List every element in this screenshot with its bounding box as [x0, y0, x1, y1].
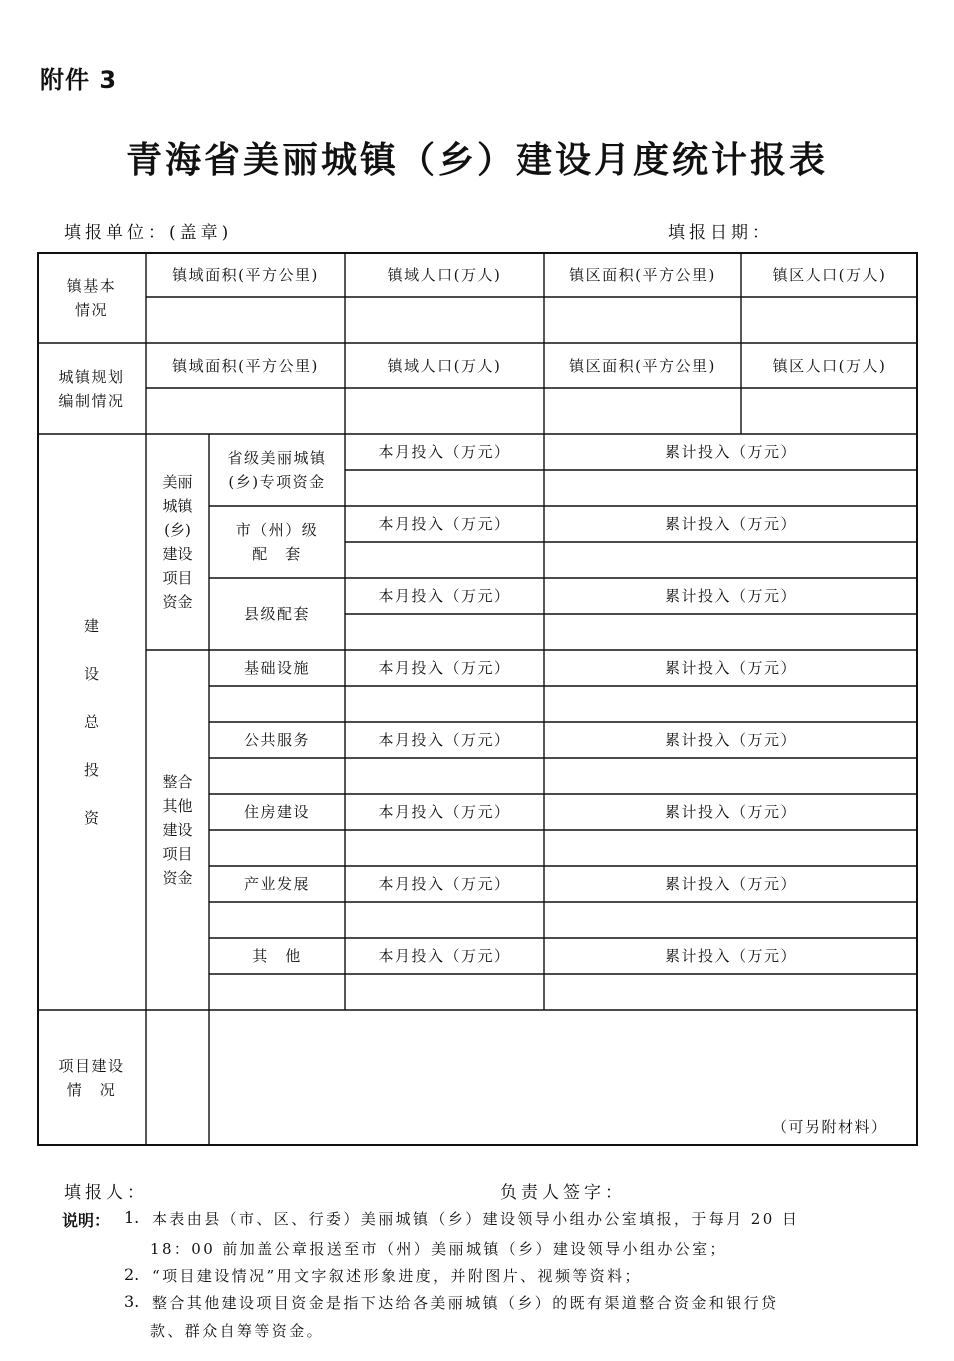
fund-row-label: 县级配套 [243, 605, 310, 623]
project-status-label: 项目建设 情 况 [58, 1057, 125, 1099]
monthly-investment-header: 本月投入（万元） [378, 443, 511, 461]
reporting-unit-label: 填报单位：(盖章) [64, 223, 233, 243]
monthly-investment-header: 本月投入（万元） [378, 875, 511, 893]
notes-label: 说明： [62, 1211, 111, 1230]
cumulative-investment-header: 累计投入（万元） [664, 731, 797, 749]
cumulative-investment-header: 累计投入（万元） [664, 443, 797, 461]
note-text-line: 款、群众自筹等资金。 [150, 1322, 325, 1340]
monthly-investment-header: 本月投入（万元） [378, 587, 511, 605]
note-text-line: 整合其他建设项目资金是指下达给各美丽城镇（乡）的既有渠道整合资金和银行贷 [152, 1294, 779, 1312]
basic-info-header: 镇域面积(平方公里) [172, 265, 319, 284]
planning-info-header: 镇区人口(万人) [772, 356, 887, 375]
basic-info-label: 镇基本 情况 [66, 276, 117, 319]
cumulative-investment-header: 累计投入（万元） [664, 515, 797, 533]
reporting-date-label: 填报日期： [668, 223, 773, 243]
basic-info-header: 镇区面积(平方公里) [569, 265, 716, 284]
note-number: 1. [124, 1208, 140, 1227]
leader-signature-label: 负责人签字： [500, 1183, 626, 1203]
planning-info-label: 城镇规划 编制情况 [58, 367, 125, 410]
cumulative-investment-header: 累计投入（万元） [664, 587, 797, 605]
note-number: 2. [124, 1265, 140, 1284]
planning-info-header: 镇域人口(万人) [387, 356, 502, 375]
cumulative-investment-header: 累计投入（万元） [664, 947, 797, 965]
monthly-investment-header: 本月投入（万元） [378, 659, 511, 677]
fund-row-label: 基础设施 [243, 659, 310, 677]
fund-row-label: 住房建设 [243, 803, 310, 821]
note-text-line: 本表由县（市、区、行委）美丽城镇（乡）建设领导小组办公室填报，于每月 20 日 [152, 1210, 800, 1228]
filler-label: 填报人： [64, 1183, 148, 1203]
basic-info-header: 镇域人口(万人) [387, 265, 502, 284]
planning-info-header: 镇区面积(平方公里) [569, 356, 716, 375]
cumulative-investment-header: 累计投入（万元） [664, 659, 797, 677]
group-integrated-funds-label: 整合 其他 建设 项目 资金 [162, 773, 193, 887]
fund-row-label: 产业发展 [243, 875, 310, 893]
fund-row-label: 公共服务 [243, 731, 310, 749]
monthly-investment-header: 本月投入（万元） [378, 803, 511, 821]
report-title: 青海省美丽城镇（乡）建设月度统计报表 [125, 139, 828, 181]
fund-row-label: 省级美丽城镇 (乡)专项资金 [227, 449, 327, 491]
note-number: 3. [124, 1292, 140, 1311]
monthly-investment-header: 本月投入（万元） [378, 947, 511, 965]
note-text-line: 18：00 前加盖公章报送至市（州）美丽城镇（乡）建设领导小组办公室； [150, 1240, 727, 1258]
monthly-investment-header: 本月投入（万元） [378, 731, 511, 749]
attachment-label: 附件 3 [40, 66, 118, 94]
statistics-table [37, 252, 918, 1146]
extra-materials-note: （可另附材料） [772, 1118, 888, 1136]
group-beautiful-town-funds-label: 美丽 城镇 (乡) 建设 项目 资金 [162, 473, 193, 611]
planning-info-header: 镇域面积(平方公里) [172, 356, 319, 375]
cumulative-investment-header: 累计投入（万元） [664, 803, 797, 821]
fund-row-label: 市（州）级 配 套 [235, 521, 319, 563]
basic-info-header: 镇区人口(万人) [772, 265, 887, 284]
note-text-line: “项目建设情况”用文字叙述形象进度，并附图片、视频等资料； [152, 1267, 642, 1285]
monthly-investment-header: 本月投入（万元） [378, 515, 511, 533]
total-investment-label: 建 设 总 投 资 [83, 617, 99, 827]
fund-row-label: 其 他 [252, 947, 302, 965]
cumulative-investment-header: 累计投入（万元） [664, 875, 797, 893]
